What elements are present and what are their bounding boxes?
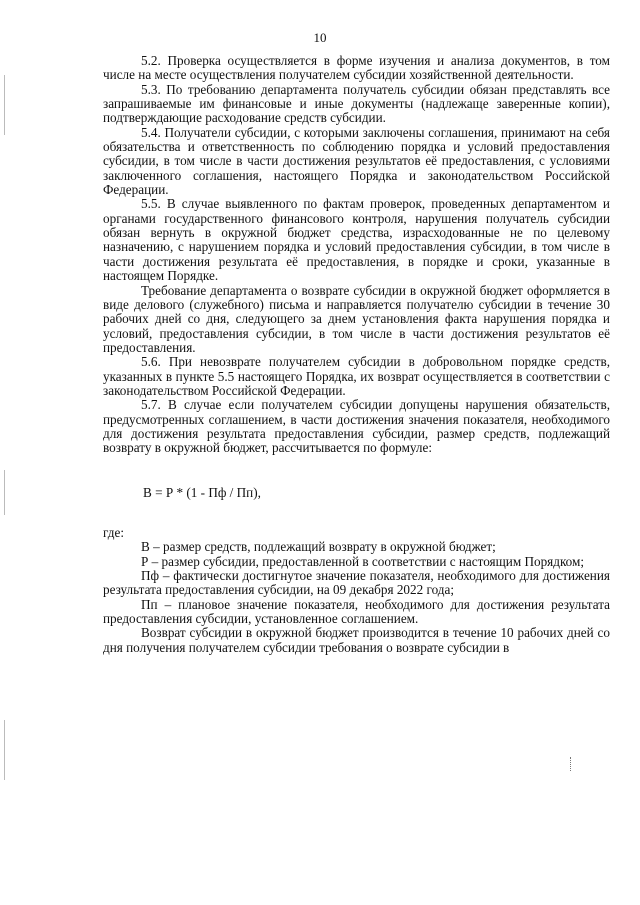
paragraph-5-2: 5.2. Проверка осуществляется в форме изучения и анализа документов, в том числе на месте осуществления получателем субсидии хозяйственной деятельности. — [103, 53, 610, 83]
definition-pf: Пф – фактически достигнутое значение показателя, необходимого для достижения результата предоставления субсидии, на 09 декабря 2022 года; — [103, 568, 610, 598]
paragraph-5-3: 5.3. По требованию департамента получатель субсидии обязан представлять все запрашиваемые им финансовые и иные документы (надлежаще заверенные копии), подтверждающие расходование средств субсидии. — [103, 81, 610, 126]
paragraph-requirement: Требование департамента о возврате субсидии в окружной бюджет оформляется в виде делового (служебного) письма и направляется получателю субсидии в течение 30 рабочих дней со дня, следующего за днем установления факта нарушения порядка и условий, предоставления субсидии, в том числе в части достижения результатов её предоставления. — [103, 282, 610, 355]
paragraph-5-6: 5.6. При невозврате получателем субсидии в добровольном порядке средств, указанных в пункте 5.5 настоящего Порядка, их возврат осуществляется в соответствии с законодательством Российской Федерации. — [103, 354, 610, 398]
scan-mark — [570, 757, 572, 771]
definition-v: В – размер средств, подлежащий возврату в окружной бюджет; — [141, 539, 496, 555]
left-margin-mark-middle — [4, 470, 5, 515]
paragraph-5-5: 5.5. В случае выявленного по фактам проверок, проведенных департаментом и органами государственного финансового контроля, нарушения получатель субсидии обязан вернуть в окружной бюджет средства, израсходованные не по целевому назначению, с нарушением порядка и условий предоставления субсидии, в том числе в части достижения результата её предоставления, в порядке и сроки, указанные в настоящем Порядке. — [103, 196, 610, 284]
left-margin-mark-bottom — [4, 720, 5, 780]
closing-paragraph: Возврат субсидии в окружной бюджет производится в течение 10 рабочих дней со дня получения получателем субсидии требования о возврате субсидии в — [103, 625, 610, 655]
paragraph-5-4: 5.4. Получатели субсидии, с которыми заключены соглашения, принимают на себя обязательства и ответственность по соблюдению порядка и условий предоставления субсидии, в том числе в части достижения результатов её предоставления, с условиями заключенного соглашения, настоящего Порядка и законодательством Российской Федерации. — [103, 124, 610, 198]
refund-formula: В = Р * (1 - Пф / Пп), — [143, 484, 261, 500]
paragraph-5-7: 5.7. В случае если получателем субсидии допущены нарушения обязательств, предусмотренных соглашением, в части достижения значения показателя, необходимого для достижения результата предоставления субсидии, размер средств, подлежащий возврату в окружной бюджет, рассчитывается по формуле: — [103, 397, 610, 456]
definition-pp: Пп – плановое значение показателя, необходимого для достижения результата предоставления субсидии, установленное соглашением. — [103, 596, 610, 627]
where-label: где: — [103, 524, 124, 540]
left-margin-mark-top — [4, 75, 5, 135]
definition-r: Р – размер субсидии, предоставленной в соответствии с настоящим Порядком; — [141, 553, 585, 569]
page-number: 10 — [313, 30, 327, 45]
document-body — [103, 54, 610, 655]
